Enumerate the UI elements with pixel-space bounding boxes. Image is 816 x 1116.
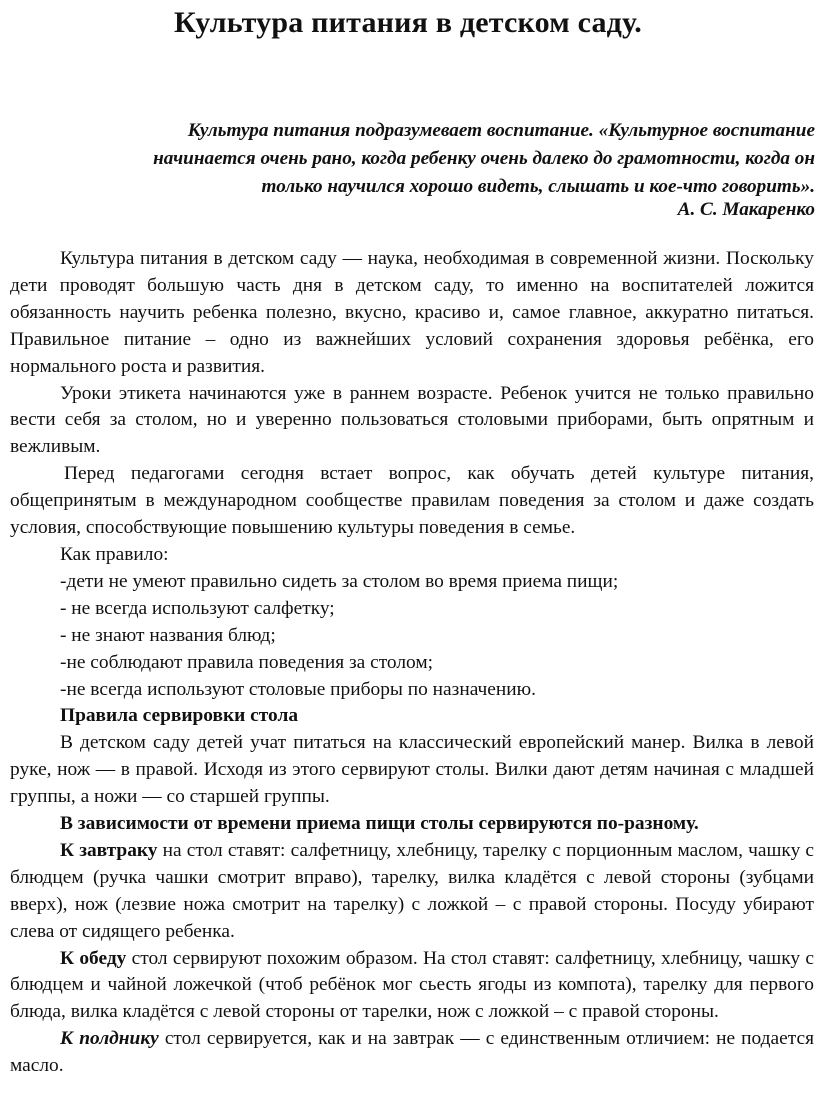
- epigraph-line-2: начинается очень рано, когда ребенку очень далеко до грамотности, когда он: [153, 148, 815, 169]
- list-intro: Как правило:: [60, 543, 169, 565]
- page-title: Культура питания в детском саду.: [174, 6, 642, 39]
- breakfast-label: К завтраку: [60, 839, 158, 861]
- breakfast-text: на стол ставят: салфетницу, хлебницу, тарелку с порционным маслом, чашку с блюдцем (ручка чашки смотрит вправо), тарелку, вилка кладётся с левой стороны (зубцами вверх), нож (лезвие ножа смотрит на тарелку) с ложкой – с правой стороны. Посуду убирают слева от сидящего ребенка.: [10, 839, 815, 942]
- lunch-label: К обеду: [60, 947, 127, 969]
- paragraph-european-manner: В детском саду детей учат питаться на классический европейский манер. Вилка в левой руке, нож — в правой. Исходя из этого сервируют столы. Вилки дают детям начиная с младшей группы, а ножи — со старшей группы.: [10, 732, 814, 808]
- paragraph-intro: Культура питания в детском саду — наука, необходимая в современной жизни. Поскольку дети проводят большую часть дня в детском саду, то именно на воспитателей ложится обязанность научить ребенка полезно, вкусно, красиво и, самое главное, аккуратно питаться. Правильное питание – одно из важнейших условий сохранения здоровья ребёнка, его нормального роста и развития.: [10, 248, 814, 377]
- epigraph-line-1: Культура питания подразумевает воспитание. «Культурное воспитание: [187, 120, 815, 141]
- section-heading: Правила сервировки стола: [60, 705, 299, 727]
- snack-text: стол сервируется, как и на завтрак — с единственным отличием: не подается масло.: [10, 1028, 814, 1077]
- paragraph-teachers: Перед педагогами сегодня встает вопрос, как обучать детей культуре питания, общепринятым в международном сообществе правилам поведения за столом и даже создать условия, способствующие повышению культуры поведения в семье.: [10, 463, 814, 539]
- list-item: - не всегда используют салфетку;: [60, 597, 335, 619]
- list-item: - не знают названия блюд;: [60, 624, 276, 646]
- paragraph-breakfast: [10, 838, 814, 946]
- epigraph-line-3: только научился хорошо видеть, слышать и кое-что говорить».: [261, 176, 815, 197]
- epigraph-author: А. С. Макаренко: [677, 199, 815, 220]
- list-item: -не соблюдают правила поведения за столом;: [60, 651, 434, 673]
- paragraph-lunch: [10, 946, 814, 1027]
- lunch-text: стол сервируют похожим образом. На стол ставят: салфетницу, хлебницу, чашку с блюдцем и чайной ложечкой (чтоб ребёнок мог сьесть ягоды из компота), тарелку для первого блюда, вилка кладётся с левой стороны от тарелки, нож с ложкой – с правой стороны.: [10, 947, 814, 1023]
- list-item: -не всегда используют столовые приборы по назначению.: [60, 678, 536, 700]
- snack-label: К полднику: [60, 1028, 159, 1050]
- paragraph-etiquette: Уроки этикета начинаются уже в раннем возрасте. Ребенок учится не только правильно вести себя за столом, но и уверенно пользоваться столовыми приборами, быть опрятным и вежливым.: [10, 382, 814, 458]
- document-body: [10, 246, 814, 1080]
- paragraph-snack: [10, 1026, 814, 1080]
- paragraph-serving-by-time: В зависимости от времени приема пищи столы сервируются по-разному.: [60, 813, 699, 835]
- list-item: -дети не умеют правильно сидеть за столом во время приема пищи;: [60, 570, 619, 592]
